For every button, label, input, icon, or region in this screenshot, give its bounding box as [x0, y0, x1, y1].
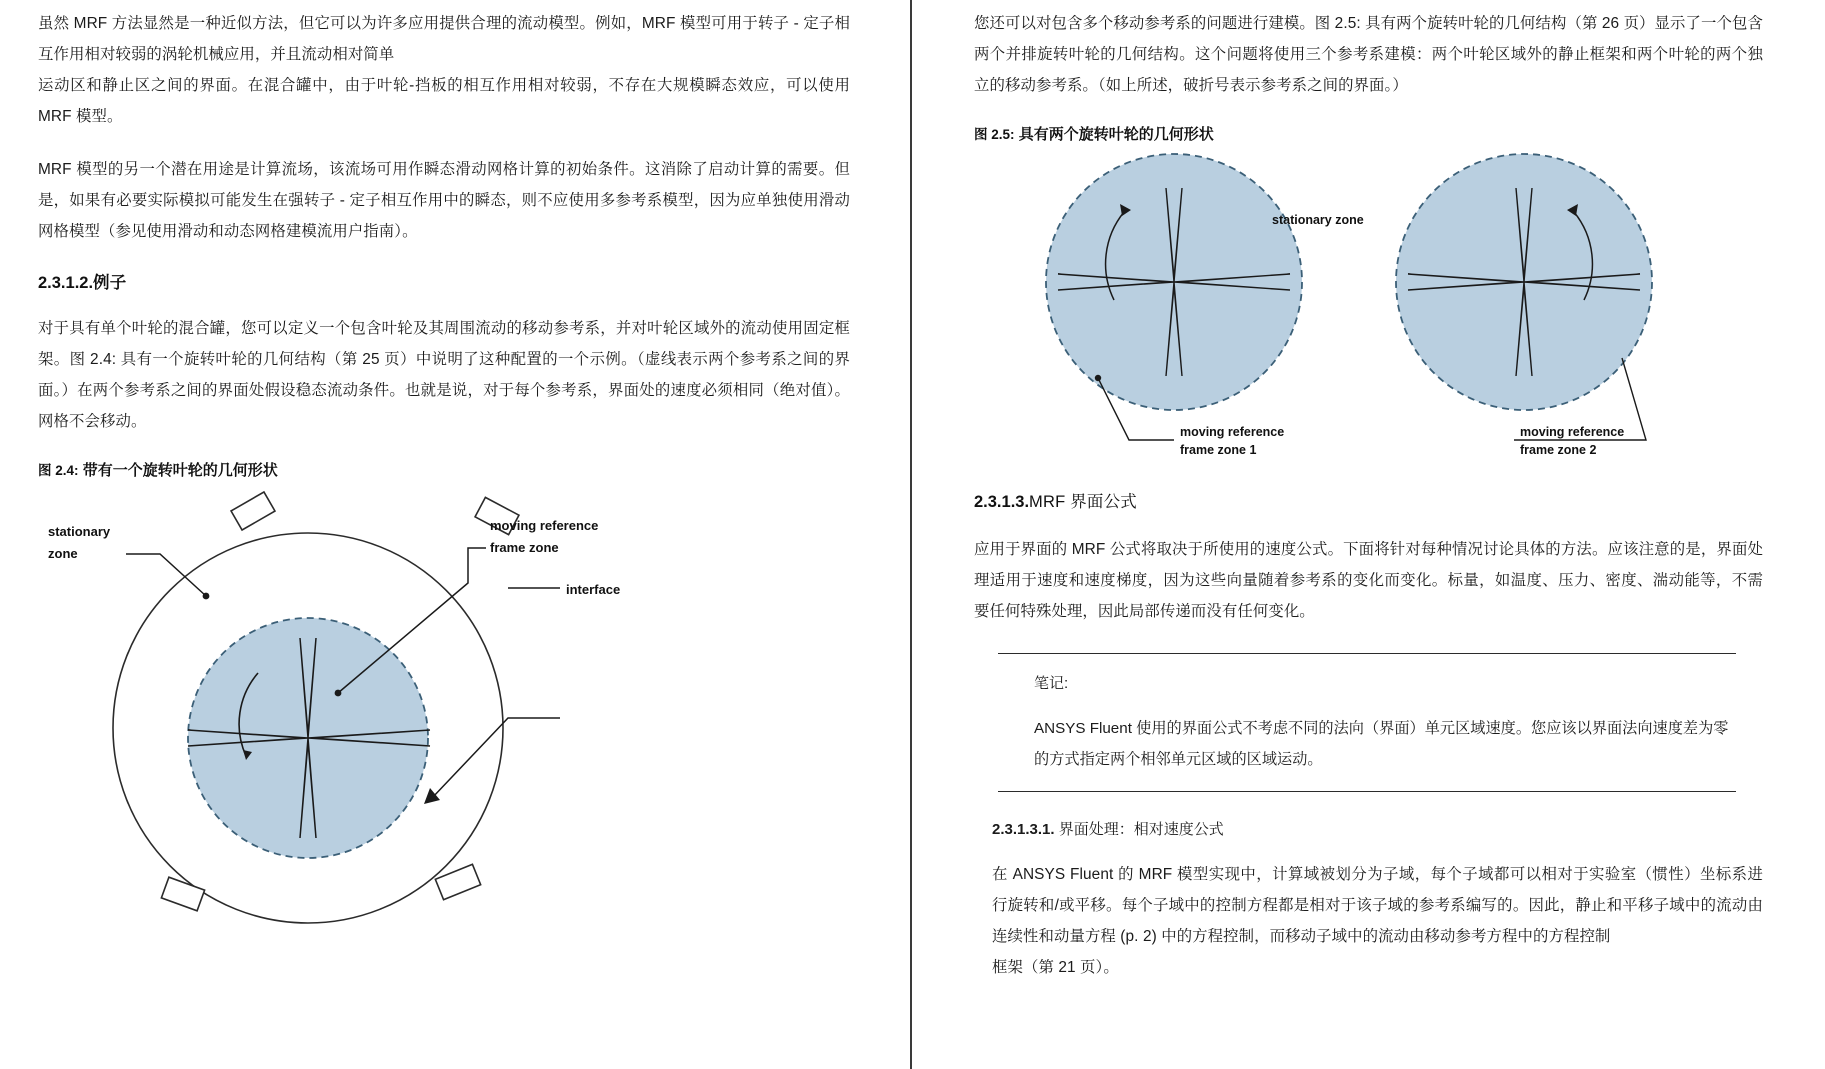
stationary-zone-leader: [126, 554, 206, 596]
paragraph-mrf-approximation: 虽然 MRF 方法显然是一种近似方法，但它可以为许多应用提供合理的流动模型。例如，MRF 模型可用于转子 - 定子相互作用相对较弱的涡轮机械应用，并且流动相对简单: [38, 15, 850, 63]
paragraph-example-mixing-tank: 对于具有单个叶轮的混合罐，您可以定义一个包含叶轮及其周围流动的移动参考系，并对叶轮区域外的流动使用固定框架。图 2.4: 具有一个旋转叶轮的几何结构（第 25 页）中说明了这种配置的一个示例。（虚线表示两个参考系之间的界面。）在两个参考系之间的界面处假设稳态流动条件。也就是说，对于每个参考系，界面处的速度必须相同（绝对值）。网格不会移动。: [38, 320, 850, 430]
figure-2-5-title: 具有两个旋转叶轮的几何形状: [1018, 126, 1214, 143]
figure-2-4-caption: [38, 459, 850, 480]
note-label: 笔记:: [1034, 675, 1069, 692]
label-stationary-zone-line1: stationary: [48, 524, 111, 539]
subsection-title: 界面处理：相对速度公式: [1058, 821, 1224, 838]
label-stationary-zone: stationary zone: [1272, 213, 1364, 227]
section-title: 例子: [93, 274, 127, 292]
note-bottom-rule: [998, 791, 1736, 792]
note-content: [998, 654, 1736, 791]
section-heading-example: [38, 269, 850, 293]
subsection-heading-relative-velocity: [992, 818, 1763, 839]
figure-2-5: [974, 152, 1763, 482]
section-number-2313: 2.3.1.3.: [974, 493, 1030, 511]
note-text: ANSYS Fluent 使用的界面公式不考虑不同的法向（界面）单元区域速度。您应该以界面法向速度差为零的方式指定两个相邻单元区域的区域运动。: [1034, 720, 1729, 768]
paragraph-mrf-implementation: 在 ANSYS Fluent 的 MRF 模型实现中，计算域被划分为子域，每个子域都可以相对于实验室（惯性）坐标系进行旋转和/或平移。每个子域中的控制方程都是相对于该子域的参考系编写的。因此，静止和平移子域中的流动由连续性和动量方程 (p. 2) 中的方程控制，而移动子域中的流动由移动参考方程中的方程控制: [992, 866, 1763, 945]
label-moving-frame-line1: moving reference: [490, 518, 599, 533]
figure-2-5-number: 图 2.5:: [974, 127, 1015, 142]
label-mrf-zone-2-line2: frame zone 2: [1520, 443, 1597, 457]
interface-leader: [432, 718, 560, 798]
right-column: [912, 0, 1825, 1069]
interface-leader-joint: [468, 588, 508, 626]
figure-2-4: [38, 488, 850, 958]
paragraph-interface-mixing-tank: 运动区和静止区之间的界面。在混合罐中，由于叶轮-挡板的相互作用相对较弱，不存在大规模瞬态效应，可以使用 MRF 模型。: [38, 77, 850, 125]
label-moving-frame-line2: frame zone: [490, 540, 559, 555]
figure-2-4-title: 带有一个旋转叶轮的几何形状: [82, 462, 278, 479]
figure-2-5-caption: [974, 123, 1763, 144]
interface-arrowhead: [424, 788, 440, 804]
left-column: [0, 0, 910, 1069]
paragraph-frame-page-ref: 框架（第 21 页）。: [992, 959, 1119, 976]
paragraph-mrf-initial-condition: MRF 模型的另一个潜在用途是计算流场，该流场可用作瞬态滑动网格计算的初始条件。这消除了启动计算的需要。但是，如果有必要实际模拟可能发生在强转子 - 定子相互作用中的瞬态，则不应使用多参考系模型，因为应单独使用滑动网格模型（参见使用滑动和动态网格建模流用户指南）。: [38, 161, 850, 240]
label-stationary-zone-line2: zone: [48, 546, 78, 561]
label-mrf-zone-1-line1: moving reference: [1180, 425, 1285, 439]
baffle-top-left: [231, 492, 275, 530]
subsection-number: 2.3.1.3.1.: [992, 821, 1055, 838]
paragraph-interface-formulation: 应用于界面的 MRF 公式将取决于所使用的速度公式。下面将针对每种情况讨论具体的方法。应该注意的是，界面处理适用于速度和速度梯度，因为这些向量随着参考系的变化而变化。标量，如温度、压力、密度、湍动能等，不需要任何特殊处理，因此局部传递而没有任何变化。: [974, 541, 1763, 620]
figure-2-4-svg: [38, 488, 850, 958]
label-mrf-zone-2-line1: moving reference: [1520, 425, 1625, 439]
paragraph-multiple-moving-frames: 您还可以对包含多个移动参考系的问题进行建模。图 2.5: 具有两个旋转叶轮的几何结构（第 26 页）显示了一个包含两个并排旋转叶轮的几何结构。这个问题将使用三个参考系建模：两个叶轮区域外的静止框架和两个叶轮的两个独立的移动参考系。（如上所述，破折号表示参考系之间的界面。）: [974, 15, 1763, 94]
label-interface: interface: [566, 582, 621, 597]
note-box: [998, 653, 1736, 792]
figure-2-5-svg: [974, 152, 1764, 482]
baffle-bottom-left: [161, 877, 204, 911]
section-heading-mrf-interface-formulation: [974, 488, 1763, 512]
section-title-2313: MRF 界面公式: [1029, 493, 1137, 511]
label-mrf-zone-1-line2: frame zone 1: [1180, 443, 1257, 457]
figure-2-4-number: 图 2.4:: [38, 463, 79, 478]
section-number: 2.3.1.2.: [38, 274, 94, 292]
